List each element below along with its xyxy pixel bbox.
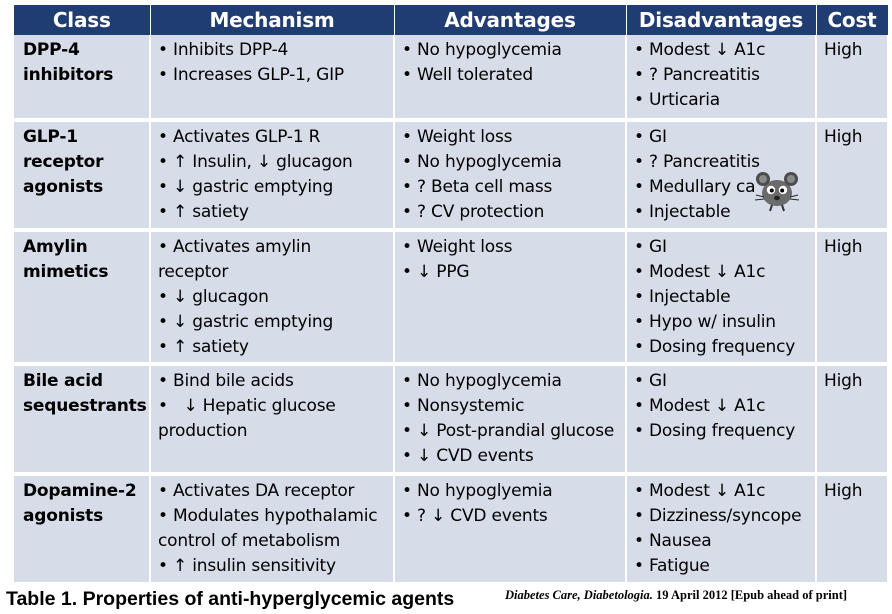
- mechanism-line: • ↑ insulin sensitivity: [158, 556, 336, 576]
- mechanism-line: • Inhibits DPP-4: [158, 40, 289, 60]
- disadvantage-line: • GI: [634, 237, 667, 257]
- disadvantage-line: • GI: [634, 127, 667, 147]
- class-line: agonists: [23, 506, 104, 526]
- header-class: Class: [14, 5, 150, 35]
- cost-cell: High: [816, 120, 888, 230]
- mechanism-line: • ↓ glucagon: [158, 287, 269, 307]
- disadvantages-cell: [626, 474, 816, 582]
- disadvantage-line: • Medullary ca: [634, 177, 756, 197]
- class-cell: [14, 35, 150, 120]
- mechanism-line: • ↑ Insulin, ↓ glucagon: [158, 152, 353, 172]
- advantage-line: • No hypoglycemia: [402, 371, 562, 391]
- agents-table: [14, 5, 889, 582]
- cost-cell: High: [816, 474, 888, 582]
- disadvantage-line: • Urticaria: [634, 90, 720, 110]
- header-row: [14, 5, 888, 35]
- advantages-cell: [394, 230, 626, 364]
- class-line: Dopamine-2: [23, 481, 137, 501]
- advantages-cell: [394, 120, 626, 230]
- table-caption: Table 1. Properties of anti-hyperglycemic agents: [6, 588, 455, 610]
- source-citation: [505, 588, 847, 603]
- class-cell: [14, 120, 150, 230]
- advantage-line: • Weight loss: [402, 237, 513, 257]
- disadvantage-line: • GI: [634, 371, 667, 391]
- disadvantage-line: • Fatigue: [634, 556, 710, 576]
- advantage-line: • Well tolerated: [402, 65, 533, 85]
- class-line: GLP-1: [23, 127, 78, 147]
- cost-cell: High: [816, 35, 888, 120]
- disadvantage-line: • Nausea: [634, 531, 712, 551]
- mechanism-cell: [150, 474, 394, 582]
- disadvantage-line: • Injectable: [634, 202, 731, 222]
- disadvantage-line: • Modest ↓ A1c: [634, 396, 766, 416]
- disadvantages-cell: [626, 364, 816, 474]
- advantages-cell: [394, 474, 626, 582]
- advantage-line: • ? ↓ CVD events: [402, 506, 548, 526]
- mechanism-line: • ↓ Hepatic glucose: [158, 396, 336, 416]
- disadvantage-line: • ? Pancreatitis: [634, 152, 760, 172]
- table-row: [14, 230, 888, 364]
- class-line: Amylin: [23, 237, 88, 257]
- class-cell: [14, 364, 150, 474]
- class-line: DPP-4: [23, 40, 80, 60]
- class-line: sequestrants: [23, 396, 147, 416]
- disadvantages-cell: [626, 35, 816, 120]
- mechanism-cell: [150, 120, 394, 230]
- advantage-line: • ↓ PPG: [402, 262, 470, 282]
- disadvantages-cell: [626, 230, 816, 364]
- advantage-line: • Nonsystemic: [402, 396, 525, 416]
- class-line: Bile acid: [23, 371, 103, 391]
- mechanism-line: • Modulates hypothalamic: [158, 506, 378, 526]
- disadvantage-line: • Dizziness/syncope: [634, 506, 802, 526]
- source-journals: Diabetes Care, Diabetologia.: [505, 588, 653, 602]
- class-line: agonists: [23, 177, 104, 197]
- mechanism-line: control of metabolism: [158, 531, 341, 551]
- mechanism-line: receptor: [158, 262, 229, 282]
- disadvantage-line: • Injectable: [634, 287, 731, 307]
- source-date: 19 April 2012 [Epub ahead of print]: [656, 588, 848, 602]
- table-row: [14, 474, 888, 582]
- disadvantage-line: • ? Pancreatitis: [634, 65, 760, 85]
- header-advantages: Advantages: [394, 5, 626, 35]
- header-disadvantages: Disadvantages: [626, 5, 816, 35]
- advantage-line: • ? Beta cell mass: [402, 177, 553, 197]
- mechanism-line: • Increases GLP-1, GIP: [158, 65, 344, 85]
- header-cost: Cost: [816, 5, 888, 35]
- mouse-icon: [754, 166, 800, 212]
- header-mechanism: Mechanism: [150, 5, 394, 35]
- advantage-line: • No hypoglyemia: [402, 481, 553, 501]
- mechanism-line: • Activates amylin: [158, 237, 312, 257]
- disadvantage-line: • Dosing frequency: [634, 421, 796, 441]
- table-row: [14, 35, 888, 120]
- disadvantage-line: • Modest ↓ A1c: [634, 40, 766, 60]
- advantage-line: • Weight loss: [402, 127, 513, 147]
- mechanism-cell: [150, 35, 394, 120]
- advantages-cell: [394, 35, 626, 120]
- advantage-line: • No hypoglycemia: [402, 152, 562, 172]
- advantage-line: • No hypoglycemia: [402, 40, 562, 60]
- mechanism-line: production: [158, 421, 248, 441]
- mechanism-cell: [150, 364, 394, 474]
- advantage-line: • ? CV protection: [402, 202, 545, 222]
- mechanism-cell: [150, 230, 394, 364]
- class-line: receptor: [23, 152, 104, 172]
- advantage-line: • ↓ Post-prandial glucose: [402, 421, 615, 441]
- class-cell: [14, 230, 150, 364]
- class-line: mimetics: [23, 262, 109, 282]
- disadvantage-line: • Modest ↓ A1c: [634, 481, 766, 501]
- cost-cell: High: [816, 230, 888, 364]
- disadvantage-line: • Modest ↓ A1c: [634, 262, 766, 282]
- advantages-cell: [394, 364, 626, 474]
- class-line: inhibitors: [23, 65, 114, 85]
- table-row: [14, 364, 888, 474]
- mechanism-line: • ↓ gastric emptying: [158, 312, 334, 332]
- mechanism-line: • ↓ gastric emptying: [158, 177, 334, 197]
- mechanism-line: • Activates DA receptor: [158, 481, 355, 501]
- advantage-line: • ↓ CVD events: [402, 446, 534, 466]
- disadvantage-line: • Dosing frequency: [634, 337, 796, 357]
- mechanism-line: • ↑ satiety: [158, 337, 249, 357]
- mechanism-line: • Bind bile acids: [158, 371, 294, 391]
- mechanism-line: • ↑ satiety: [158, 202, 249, 222]
- disadvantage-line: • Hypo w/ insulin: [634, 312, 776, 332]
- class-cell: [14, 474, 150, 582]
- mechanism-line: • Activates GLP-1 R: [158, 127, 321, 147]
- cost-cell: High: [816, 364, 888, 474]
